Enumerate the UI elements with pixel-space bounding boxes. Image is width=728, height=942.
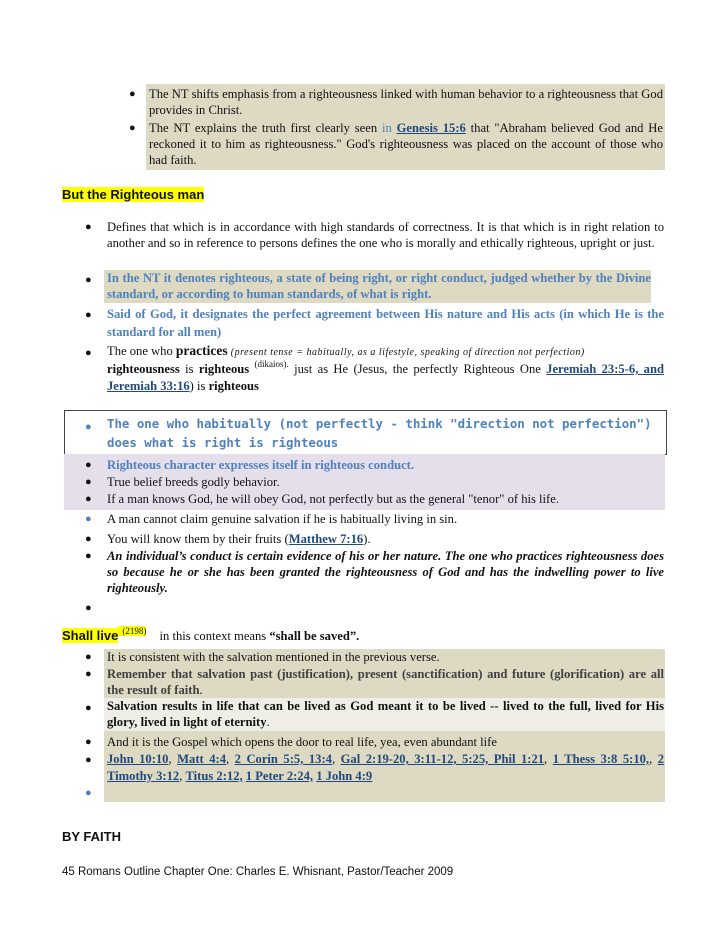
bullet-icon: ● bbox=[85, 651, 92, 663]
intro-bullet-1: The NT shifts emphasis from a righteousness linked with human behavior to a righteousness that God provides in Christ. bbox=[149, 87, 663, 117]
one-who-practices: The one who practices (present tense = habitually, as a lifestyle, speaking of direction not perfection) righteousness is righteous $^{(dikaios).}$ just as He (Jesus, the perfectly Righteous One Jeremiah 23:5-6, and Jeremiah 33:16) is righteous bbox=[107, 343, 664, 393]
gospel-opens-door: And it is the Gospel which opens the door to real life, yea, even abundant life bbox=[107, 735, 497, 749]
bullet-icon: ● bbox=[85, 347, 92, 359]
bullet-icon: ● bbox=[85, 459, 92, 471]
if-a-man-knows-god: If a man knows God, he will obey God, not perfectly but as the general "tenor" of his life. bbox=[107, 492, 559, 506]
bullet-icon: ● bbox=[85, 702, 92, 714]
ref-link[interactable]: John 10:10 bbox=[107, 752, 169, 766]
jeremiah-link[interactable]: Jeremiah 23:5-6, and Jeremiah 33:16 bbox=[107, 362, 664, 393]
bullet-icon: ● bbox=[85, 602, 92, 614]
section-heading-by-faith: BY FAITH bbox=[62, 829, 121, 844]
bullet-icon: ● bbox=[129, 88, 136, 100]
page-footer: 45 Romans Outline Chapter One: Charles E. Whisnant, Pastor/Teacher 2009 bbox=[62, 866, 454, 878]
righteous-definition: Defines that which is in accordance with high standards of correctness. It is that which is in right relation to another and so in reference to persons defines the one who is morally and ethically righteous, upright or just. bbox=[107, 220, 664, 250]
conduct-evidence: An individual’s conduct is certain evidence of his or her nature. The one who practices righteousness does so because he or she has been granted the righteousness of God and has the indwelling power to live righteously. bbox=[107, 549, 664, 595]
bullet-icon: ● bbox=[85, 309, 92, 321]
know-by-fruits: You will know them by their fruits (Matthew 7:16). bbox=[107, 532, 371, 546]
cannot-claim-salvation: A man cannot claim genuine salvation if he is habitually living in sin. bbox=[107, 512, 458, 526]
ref-link[interactable]: Titus 2:12, bbox=[185, 769, 243, 783]
said-of-god: Said of God, it designates the perfect agreement between His nature and His acts (in which He is the standard for all men) bbox=[107, 307, 664, 339]
genesis-link[interactable]: Genesis 15:6 bbox=[396, 121, 466, 135]
intro-bullet-2: The NT explains the truth first clearly seen in Genesis 15:6 that "Abraham believed God and He reckoned it to him as righteousness." God's righteousness was placed on the account of those who had faith. bbox=[149, 121, 663, 167]
ref-link[interactable]: 1 Thess 3:8 5:10, bbox=[552, 752, 650, 766]
bullet-icon: ● bbox=[85, 493, 92, 505]
bullet-icon: ● bbox=[85, 550, 92, 562]
key-statement: The one who habitually (not perfectly - think "direction not perfection") does what is right is righteous bbox=[107, 416, 652, 450]
scripture-refs: John 10:10, Matt 4:4, 2 Corin 5:5, 13:4, Gal 2:19-20, 3:11-12, 5:25, Phil 1:21, 1 Thess 3:8 5:10,, 2 Timothy 3:12, Titus 2:12, 1 Peter 2:24, 1 John 4:9 bbox=[107, 752, 665, 783]
section-heading-shall-live: Shall live bbox=[62, 628, 119, 643]
bullet-icon: ● bbox=[85, 221, 92, 233]
bullet-icon: ● bbox=[85, 787, 92, 799]
bullet-icon: ● bbox=[129, 122, 136, 134]
shall-live-intro: Shall live $^{(2198)}$ in this context means “shall be saved”. bbox=[62, 626, 360, 643]
remember-salvation: Remember that salvation past (justification), present (sanctification) and future (glorification) are all the result of faith. bbox=[107, 667, 664, 697]
ref-link[interactable]: 2 Corin 5:5, 13:4 bbox=[234, 752, 332, 766]
bullet-icon: ● bbox=[85, 754, 92, 766]
bullet-icon: ● bbox=[85, 421, 92, 433]
bullet-icon: ● bbox=[85, 513, 92, 525]
bullet-icon: ● bbox=[85, 736, 92, 748]
ref-link[interactable]: Matt 4:4 bbox=[177, 752, 226, 766]
nt-meaning: In the NT it denotes righteous, a state of being right, or right conduct, judged whether by the Divine standard, or according to human standards, of what is right. bbox=[107, 271, 651, 301]
bullet-icon: ● bbox=[85, 476, 92, 488]
ref-link[interactable]: 1 Peter 2:24, bbox=[245, 769, 314, 783]
bullet-icon: ● bbox=[85, 274, 92, 286]
ref-link[interactable]: 1 John 4:9 bbox=[316, 769, 373, 783]
righteous-character: Righteous character expresses itself in righteous conduct. bbox=[107, 458, 415, 472]
bullet-icon: ● bbox=[85, 668, 92, 680]
section-heading-righteous: But the Righteous man bbox=[62, 187, 205, 202]
salvation-results-in-life: Salvation results in life that can be lived as God meant it to be lived -- lived to the full, lived for His glory, lived in light of eternity. bbox=[107, 699, 664, 729]
consistent-with-salvation: It is consistent with the salvation mentioned in the previous verse. bbox=[107, 650, 440, 664]
bullet-icon: ● bbox=[85, 533, 92, 545]
true-belief: True belief breeds godly behavior. bbox=[107, 475, 280, 489]
matthew-link[interactable]: Matthew 7:16 bbox=[288, 532, 364, 546]
ref-link[interactable]: Gal 2:19-20, 3:11-12, 5:25, Phil 1:21 bbox=[340, 752, 545, 766]
ref-link[interactable]: 2 Timothy 3:12 bbox=[107, 752, 665, 783]
